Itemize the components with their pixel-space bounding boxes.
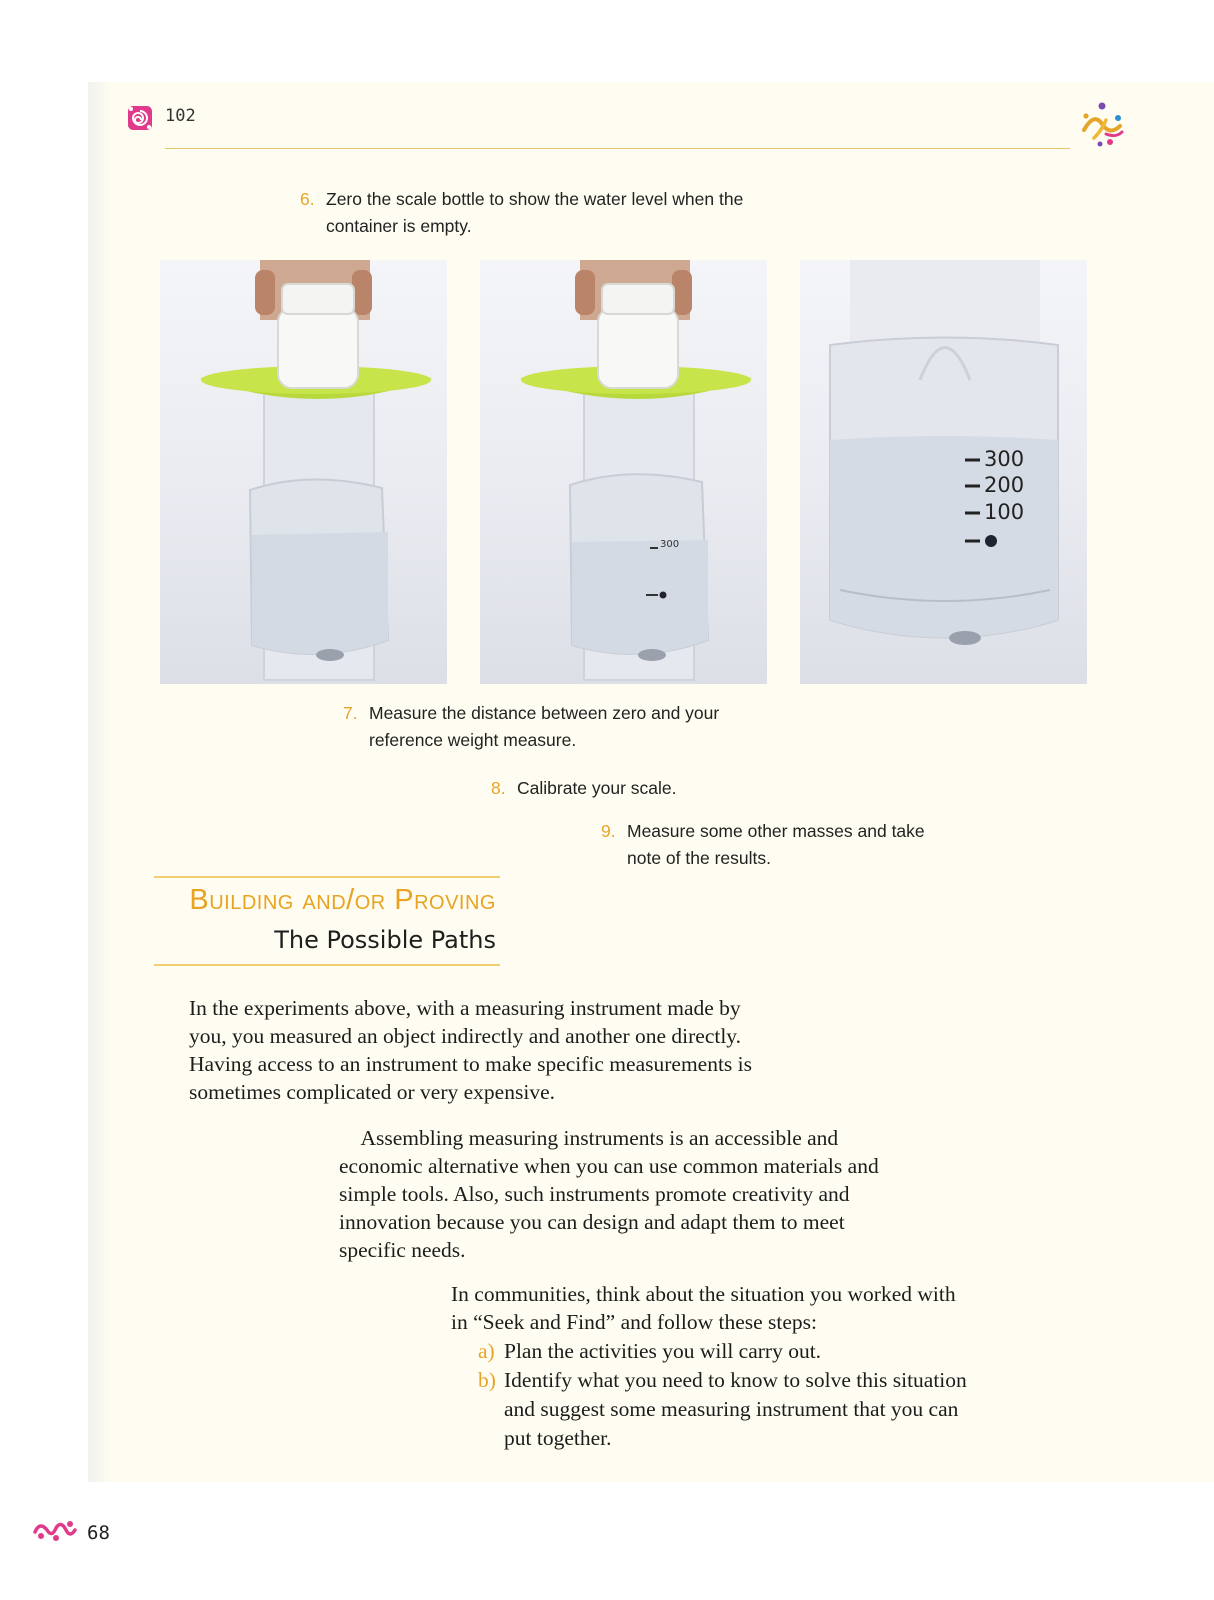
list-text: Identify what you need to know to solve this situation	[504, 1368, 967, 1392]
paragraph-line: Having access to an instrument to make specific measurements is	[189, 1052, 753, 1076]
step-number: 8.	[491, 778, 506, 798]
step-text: Measure some other masses and take	[627, 821, 925, 841]
section-subtitle: The Possible Paths	[274, 926, 496, 954]
pink-ornament-icon	[32, 1518, 78, 1544]
step-text: reference weight measure.	[369, 730, 577, 750]
paragraph-line: In the experiments above, with a measuring instrument made by	[189, 996, 741, 1020]
list-text: and suggest some measuring instrument that you can	[504, 1397, 959, 1421]
header-rule	[165, 148, 1070, 149]
paragraph-line: sometimes complicated or very expensive.	[189, 1080, 555, 1104]
step-9	[601, 818, 925, 872]
torn-paper-edge	[88, 82, 112, 1482]
paragraph-line: simple tools. Also, such instruments promote creativity and	[339, 1182, 850, 1206]
step-number: 7.	[343, 703, 358, 723]
paragraph-2	[339, 1124, 879, 1264]
step-number: 6.	[300, 189, 315, 209]
photo-mark-100: 100	[984, 500, 1025, 524]
paragraph-1	[189, 994, 752, 1106]
header-page-number: 102	[165, 106, 196, 126]
step-7	[343, 700, 719, 754]
paragraph-line: in “Seek and Find” and follow these steps:	[451, 1310, 818, 1334]
list-item-a	[478, 1337, 821, 1366]
pink-spiral-icon	[126, 104, 154, 132]
colorful-dancer-logo	[1076, 100, 1128, 152]
photo-bottle-calibrated	[800, 260, 1087, 684]
photo-bottle-reference-weight	[480, 260, 767, 684]
list-letter: a)	[478, 1339, 495, 1363]
list-item-b	[478, 1366, 967, 1453]
section-heading	[154, 876, 500, 966]
step-text: container is empty.	[326, 216, 472, 236]
list-text: put together.	[504, 1426, 612, 1450]
paragraph-line: specific needs.	[339, 1238, 466, 1262]
list-letter: b)	[478, 1368, 496, 1392]
step-number: 9.	[601, 821, 616, 841]
photo-mark-label: 300	[660, 539, 680, 550]
paragraph-line: In communities, think about the situation you worked with	[451, 1282, 956, 1306]
step-text: Measure the distance between zero and your	[369, 703, 720, 723]
paragraph-line: you, you measured an object indirectly and another one directly.	[189, 1024, 742, 1048]
photo-mark-200: 200	[984, 473, 1025, 497]
step-8	[491, 775, 677, 802]
step-text: note of the results.	[627, 848, 771, 868]
photo-mark-300: 300	[984, 447, 1025, 471]
paragraph-line: innovation because you can design and adapt them to meet	[339, 1210, 845, 1234]
step-text: Zero the scale bottle to show the water level when the	[326, 189, 744, 209]
step-text: Calibrate your scale.	[517, 778, 677, 798]
paragraph-3	[451, 1280, 956, 1336]
paragraph-line: economic alternative when you can use common materials and	[339, 1154, 879, 1178]
footer-page-number: 68	[87, 1522, 110, 1544]
photo-bottle-empty	[160, 260, 447, 684]
section-title: Building and/or Proving	[189, 884, 496, 916]
step-6	[300, 186, 743, 240]
list-text: Plan the activities you will carry out.	[504, 1339, 822, 1363]
paragraph-line: Assembling measuring instruments is an accessible and	[339, 1126, 839, 1150]
